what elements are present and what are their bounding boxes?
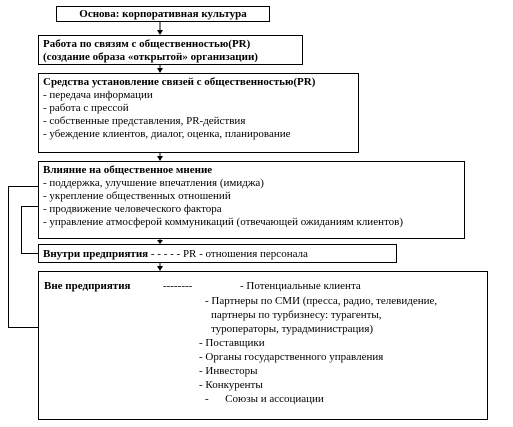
pr-work-title-line2: (создание образа «открытой» организации) — [43, 51, 258, 63]
public-opinion-title: Влияние на общественное мнение — [43, 164, 213, 176]
public-opinion-item: - укрепление общественных отношений — [43, 190, 231, 202]
inner-bracket-connector — [21, 206, 38, 254]
outside-item: - Потенциальные клиента — [240, 280, 361, 292]
pr-work-title-line1: Работа по связям с общественностью(PR) — [43, 38, 251, 50]
pr-means-box — [38, 73, 359, 153]
inside-enterprise-label: Внутри предприятия — [43, 248, 149, 260]
pr-means-item: - собственные представления, PR-действия — [43, 115, 246, 127]
public-opinion-item: - поддержка, улучшение впечатления (имиджа) — [43, 177, 264, 189]
pr-means-title: Средства установление связей с общественностью(PR) — [43, 76, 316, 88]
outside-item: - Поставщики — [199, 337, 265, 349]
public-opinion-item: - продвижение человеческого фактора — [43, 203, 222, 215]
outside-enterprise-dashes: -------- — [163, 280, 193, 292]
outside-enterprise-box — [38, 271, 488, 420]
basis-box — [56, 6, 270, 22]
outside-item: - Союзы и ассоциации — [205, 393, 324, 405]
basis-title: Основа: корпоративная культура — [79, 8, 247, 20]
outside-item: туроператоры, турадминистрация) — [211, 323, 374, 335]
outside-enterprise-label: Вне предприятия — [44, 280, 131, 292]
inside-enterprise-box — [38, 244, 397, 263]
pr-means-item: - работа с прессой — [43, 102, 129, 114]
public-opinion-box — [38, 161, 465, 239]
outside-item: - Конкуренты — [199, 379, 263, 391]
pr-means-item: - убеждение клиентов, диалог, оценка, планирование — [43, 128, 291, 140]
inside-enterprise-text: - - - - - PR - отношения персонала — [148, 248, 308, 260]
pr-work-box — [38, 35, 303, 65]
outside-item: партнеры по турбизнесу: турагенты, — [211, 309, 382, 321]
outside-item: - Инвесторы — [199, 365, 258, 377]
pr-means-item: - передача информации — [43, 89, 153, 101]
outside-item: - Партнеры по СМИ (пресса, радио, телевидение, — [205, 295, 438, 307]
public-opinion-item: - управление атмосферой коммуникаций (отвечающей ожиданиям клиентов) — [43, 216, 403, 228]
outside-item: - Органы государственного управления — [199, 351, 384, 363]
